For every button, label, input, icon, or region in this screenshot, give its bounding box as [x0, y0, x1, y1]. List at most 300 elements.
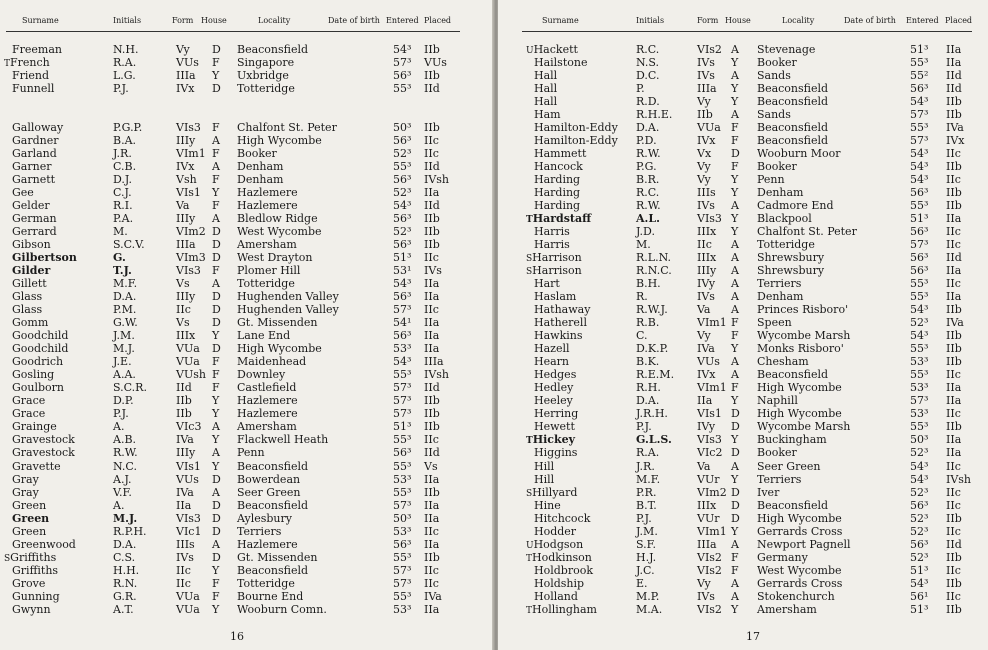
register-row: [0, 316, 494, 329]
initials-cell: B.H.: [636, 277, 661, 291]
surname-cell: Galloway: [12, 121, 64, 135]
locality-cell: Singapore: [237, 56, 295, 70]
house-cell: D: [212, 550, 221, 564]
initials-cell: M.J.: [113, 342, 135, 356]
placed-cell: IIb: [424, 550, 440, 564]
entered-cell: 54³: [910, 160, 929, 174]
surname-cell: Gilder: [12, 264, 51, 278]
prefix-mark: T: [526, 215, 533, 226]
locality-cell: Beaconsfield: [757, 121, 829, 135]
placed-cell: IIb: [946, 303, 962, 317]
placed-cell: IId: [424, 446, 440, 460]
placed-cell: IIa: [946, 56, 962, 70]
house-cell: D: [212, 225, 221, 239]
house-cell: A: [731, 69, 739, 83]
surname-cell: Grace: [12, 407, 46, 421]
header-placed: Placed: [424, 16, 452, 25]
initials-cell: R.W.: [113, 446, 138, 460]
surname-cell: Gwynn: [12, 602, 51, 616]
initials-cell: N.H.: [113, 43, 139, 56]
locality-cell: Iver: [757, 485, 780, 499]
register-row: [498, 577, 988, 590]
surname-cell: Gee: [12, 186, 34, 200]
register-row: [0, 251, 494, 264]
header-initials: Initials: [113, 16, 142, 25]
house-cell: F: [731, 381, 739, 395]
register-row: [0, 56, 494, 69]
surname-text: Griffiths: [10, 550, 57, 564]
placed-cell: IIb: [946, 511, 962, 525]
placed-cell: IIb: [424, 225, 440, 239]
register-row: [0, 603, 494, 616]
entered-cell: 56³: [910, 264, 929, 278]
initials-cell: A.: [113, 420, 125, 434]
placed-cell: Vs: [424, 459, 438, 473]
house-cell: Y: [731, 95, 739, 109]
form-cell: VUr: [697, 472, 720, 486]
entered-cell: 51³: [910, 563, 929, 577]
entered-cell: 57³: [393, 563, 412, 577]
surname-cell: Ham: [534, 108, 561, 122]
placed-cell: IId: [424, 160, 440, 174]
initials-cell: M.A.: [636, 602, 663, 616]
house-cell: A: [731, 290, 739, 304]
register-row: [498, 446, 988, 459]
form-cell: VUs: [176, 472, 199, 486]
initials-cell: A.: [113, 498, 125, 512]
locality-cell: Wycombe Marsh: [757, 329, 851, 343]
surname-cell: Hazell: [534, 342, 570, 356]
entered-cell: 50³: [393, 121, 412, 135]
locality-cell: Maidenhead: [237, 355, 307, 369]
entered-cell: 54³: [393, 355, 412, 369]
entered-cell: 52³: [910, 524, 929, 538]
form-cell: VIs2: [697, 550, 722, 564]
locality-cell: Hazlemere: [237, 199, 298, 213]
initials-cell: T.J.: [113, 264, 132, 278]
surname-cell: Gibson: [12, 238, 51, 252]
prefix-mark: U: [526, 540, 534, 551]
house-cell: D: [212, 524, 221, 538]
placed-cell: IIb: [424, 420, 440, 434]
initials-cell: P.J.: [636, 511, 652, 525]
prefix-mark: T: [526, 605, 533, 616]
locality-cell: Uxbridge: [237, 69, 289, 83]
house-cell: F: [212, 589, 220, 603]
surname-cell: Hathaway: [534, 303, 591, 317]
surname-text: Hickey: [532, 433, 575, 447]
surname-cell: Gravestock: [12, 446, 75, 460]
entered-cell: 56³: [393, 290, 412, 304]
locality-cell: Totteridge: [757, 238, 815, 252]
header-form: Form: [697, 16, 719, 25]
form-cell: VIc3: [176, 420, 202, 434]
entered-cell: 55³: [910, 342, 929, 356]
entered-cell: 54³: [910, 303, 929, 317]
placed-cell: IId: [946, 537, 962, 551]
surname-text: Hodgson: [533, 537, 584, 551]
locality-cell: Lane End: [237, 329, 291, 343]
entered-cell: 57³: [910, 134, 929, 148]
initials-cell: C.S.: [113, 550, 136, 564]
surname-cell: Goulborn: [12, 381, 65, 395]
form-cell: Vy: [697, 576, 711, 590]
entered-cell: 55³: [910, 420, 929, 434]
surname-cell: Hall: [534, 82, 558, 96]
initials-cell: D.P.: [113, 394, 134, 408]
prefix-mark: S: [526, 488, 533, 499]
placed-cell: IIa: [946, 394, 962, 408]
form-cell: Va: [697, 459, 711, 473]
surname-cell: Higgins: [534, 446, 578, 460]
placed-cell: IIIa: [424, 355, 444, 369]
entered-cell: 56³: [393, 173, 412, 187]
surname-cell: Hall: [534, 69, 558, 83]
header-entered: Entered: [906, 16, 939, 25]
initials-cell: R.C.: [636, 186, 660, 200]
initials-cell: P.J.: [113, 407, 129, 421]
form-cell: IIc: [697, 238, 712, 252]
placed-cell: IIb: [424, 238, 440, 252]
entered-cell: 56³: [910, 537, 929, 551]
surname-cell: Garner: [12, 160, 52, 174]
form-cell: IIIy: [176, 290, 196, 304]
entered-cell: 55³: [910, 56, 929, 70]
surname-text: Harrison: [532, 264, 582, 278]
placed-cell: IIc: [946, 368, 961, 382]
surname-cell: Harris: [534, 238, 570, 252]
locality-cell: Terriers: [757, 277, 802, 291]
locality-cell: High Wycombe: [757, 381, 842, 395]
form-cell: VIs3: [176, 264, 201, 278]
header-initials: Initials: [636, 16, 665, 25]
surname-cell: Gosling: [12, 368, 55, 382]
form-cell: IVs: [697, 69, 715, 83]
placed-cell: IIa: [424, 498, 440, 512]
surname-cell: Hamilton-Eddy: [534, 134, 618, 148]
house-cell: Y: [731, 472, 739, 486]
locality-cell: Wooburn Comn.: [237, 602, 327, 616]
right-page: [498, 0, 988, 650]
locality-cell: Beaconsfield: [757, 368, 829, 382]
house-cell: D: [731, 407, 740, 421]
surname-cell: Garnett: [12, 173, 56, 187]
register-row: [0, 264, 494, 277]
placed-cell: IIc: [946, 173, 961, 187]
initials-cell: A.J.: [113, 472, 132, 486]
entered-cell: 54³: [393, 277, 412, 291]
placed-cell: IIc: [946, 589, 961, 603]
house-cell: Y: [731, 56, 739, 70]
locality-cell: Shrewsbury: [757, 251, 825, 265]
house-cell: Y: [212, 186, 220, 200]
initials-cell: P.J.: [636, 420, 652, 434]
entered-cell: 53³: [910, 407, 929, 421]
register-row: [0, 69, 494, 82]
locality-cell: Plomer Hill: [237, 264, 301, 278]
initials-cell: R.W.: [636, 199, 661, 213]
placed-cell: IIb: [424, 485, 440, 499]
register-row: [498, 225, 988, 238]
entered-cell: 54³: [393, 199, 412, 213]
surname-cell: Hearn: [534, 355, 570, 369]
register-row: [0, 329, 494, 342]
locality-cell: Booker: [757, 160, 797, 174]
surname-text: Hillyard: [532, 485, 578, 499]
surname-cell: Hill: [534, 459, 555, 473]
register-row: [498, 56, 988, 69]
surname-cell: Holland: [534, 589, 578, 603]
prefix-mark: T: [526, 436, 533, 447]
register-row: [498, 43, 988, 56]
form-cell: VUa: [176, 602, 200, 616]
form-cell: IIc: [176, 563, 191, 577]
register-row: [0, 551, 494, 564]
house-cell: D: [212, 303, 221, 317]
initials-cell: H.H.: [113, 563, 140, 577]
locality-cell: Stokenchurch: [757, 589, 835, 603]
blank-row: [0, 108, 494, 121]
house-cell: F: [731, 160, 739, 174]
house-cell: Y: [212, 394, 220, 408]
surname-cell: Hine: [534, 498, 561, 512]
house-cell: F: [731, 316, 739, 330]
register-row: [498, 303, 988, 316]
initials-cell: J.E.: [113, 355, 132, 369]
initials-cell: R.H.: [636, 381, 661, 395]
initials-cell: J.R.H.: [636, 407, 668, 421]
form-cell: IVs: [697, 290, 715, 304]
register-row: [498, 251, 988, 264]
placed-cell: IIc: [946, 524, 961, 538]
locality-cell: Gt. Missenden: [237, 316, 318, 330]
initials-cell: R.W.: [636, 147, 661, 161]
register-row: [0, 433, 494, 446]
locality-cell: Amersham: [237, 420, 297, 434]
form-cell: Vy: [176, 43, 190, 56]
entered-cell: 57³: [393, 407, 412, 421]
register-row: [0, 577, 494, 590]
placed-cell: IVa: [946, 121, 964, 135]
locality-cell: Princes Risboro': [757, 303, 849, 317]
entered-cell: 52³: [910, 550, 929, 564]
locality-cell: Totteridge: [237, 277, 295, 291]
initials-cell: L.G.: [113, 69, 136, 83]
entered-cell: 52³: [910, 316, 929, 330]
header-surname: Surname: [22, 16, 59, 25]
locality-cell: Downley: [237, 368, 286, 382]
house-cell: A: [731, 264, 739, 278]
locality-cell: West Wycombe: [757, 563, 842, 577]
initials-cell: M.F.: [636, 472, 661, 486]
prefix-mark: T: [526, 553, 533, 564]
form-cell: VIm1: [697, 381, 727, 395]
surname-text: Hardstaff: [532, 212, 592, 226]
locality-cell: Sands: [757, 108, 791, 122]
form-cell: IIIx: [176, 329, 196, 343]
surname-cell: Hammett: [534, 147, 587, 161]
form-cell: IIIa: [176, 238, 196, 252]
entered-cell: 52³: [393, 147, 412, 161]
placed-cell: IIb: [946, 355, 962, 369]
form-cell: IIc: [176, 576, 191, 590]
initials-cell: B.K.: [636, 355, 660, 369]
form-cell: Va: [697, 303, 711, 317]
locality-cell: Beaconsfield: [237, 563, 309, 577]
house-cell: Y: [731, 433, 739, 447]
locality-cell: High Wycombe: [757, 511, 842, 525]
house-cell: Y: [731, 394, 739, 408]
initials-cell: A.B.: [113, 433, 137, 447]
surname-cell: Green: [12, 511, 50, 525]
surname-cell: Hedley: [534, 381, 574, 395]
form-cell: IIa: [697, 394, 713, 408]
form-cell: IIIy: [697, 264, 717, 278]
surname-cell: Goodrich: [12, 355, 64, 369]
locality-cell: Hazlemere: [237, 537, 298, 551]
placed-cell: IVa: [424, 589, 442, 603]
placed-cell: IIa: [946, 264, 962, 278]
entered-cell: 57³: [393, 381, 412, 395]
register-row: [498, 486, 988, 499]
house-cell: A: [731, 43, 739, 56]
initials-cell: N.C.: [113, 459, 137, 473]
surname-cell: Hewett: [534, 420, 575, 434]
surname-text: Harrison: [532, 251, 582, 265]
form-cell: VUr: [697, 511, 720, 525]
entered-cell: 54³: [910, 147, 929, 161]
register-row: [0, 43, 494, 56]
form-cell: Vs: [176, 277, 190, 291]
initials-cell: H.J.: [636, 550, 657, 564]
form-cell: IVs: [697, 56, 715, 70]
locality-cell: Hughenden Valley: [237, 290, 339, 304]
entered-cell: 57³: [393, 394, 412, 408]
surname-cell: Garland: [12, 147, 57, 161]
placed-cell: IId: [946, 82, 962, 96]
initials-cell: D.A.: [636, 121, 660, 135]
surname-cell: Hatherell: [534, 316, 587, 330]
house-cell: Y: [731, 524, 739, 538]
entered-cell: 53³: [393, 524, 412, 538]
placed-cell: IIa: [946, 212, 962, 226]
form-cell: IIIa: [697, 537, 717, 551]
placed-cell: IIa: [424, 602, 440, 616]
initials-cell: R.I.: [113, 199, 133, 213]
initials-cell: P.D.: [636, 134, 657, 148]
house-cell: D: [731, 485, 740, 499]
surname-cell: Gray: [12, 485, 39, 499]
form-cell: VIs2: [697, 563, 722, 577]
locality-cell: Hazlemere: [237, 407, 298, 421]
house-cell: Y: [731, 82, 739, 96]
register-row: [498, 264, 988, 277]
house-cell: D: [212, 290, 221, 304]
register-row: [498, 512, 988, 525]
placed-cell: IIc: [946, 485, 961, 499]
house-cell: Y: [212, 69, 220, 83]
placed-cell: IIc: [946, 563, 961, 577]
locality-cell: Denham: [757, 290, 804, 304]
form-cell: IIIs: [176, 537, 195, 551]
register-row: [0, 225, 494, 238]
locality-cell: High Wycombe: [237, 342, 322, 356]
register-row: [498, 186, 988, 199]
form-cell: IId: [176, 381, 192, 395]
form-cell: VIm2: [176, 225, 206, 239]
locality-cell: Terriers: [237, 524, 282, 538]
placed-cell: IVsh: [424, 173, 450, 187]
form-cell: Vy: [697, 329, 711, 343]
entered-cell: 56³: [910, 225, 929, 239]
initials-cell: G.R.: [113, 589, 137, 603]
initials-cell: V.F.: [113, 485, 132, 499]
register-row: [498, 590, 988, 603]
locality-cell: Chalfont St. Peter: [237, 121, 337, 135]
surname-cell: Gillett: [12, 277, 47, 291]
house-cell: A: [731, 459, 739, 473]
form-cell: IIIa: [176, 69, 196, 83]
entered-cell: 55³: [910, 121, 929, 135]
entered-cell: 55³: [393, 485, 412, 499]
placed-cell: IIa: [946, 381, 962, 395]
header-surname: Surname: [542, 16, 579, 25]
placed-cell: IIa: [946, 290, 962, 304]
column-headers: [0, 16, 494, 28]
placed-cell: IIa: [424, 472, 440, 486]
placed-cell: IIb: [424, 212, 440, 226]
entered-cell: 51³: [393, 420, 412, 434]
initials-cell: C.B.: [113, 160, 137, 174]
entered-cell: 57³: [910, 394, 929, 408]
house-cell: D: [212, 511, 221, 525]
locality-cell: Beaconsfield: [237, 498, 309, 512]
placed-cell: IVs: [424, 264, 442, 278]
register-row: [498, 420, 988, 433]
initials-cell: P.: [636, 82, 645, 96]
initials-cell: M.: [113, 225, 128, 239]
entered-cell: 56³: [393, 134, 412, 148]
initials-cell: B.T.: [636, 498, 657, 512]
form-cell: VIs3: [176, 121, 201, 135]
surname-cell: Heeley: [534, 394, 573, 408]
surname-cell: Glass: [12, 290, 43, 304]
entered-cell: 53³: [393, 602, 412, 616]
form-cell: VIm1: [697, 316, 727, 330]
locality-cell: Hazlemere: [237, 186, 298, 200]
form-cell: IIIx: [697, 225, 717, 239]
initials-cell: J.M.: [636, 524, 658, 538]
form-cell: IIa: [176, 498, 192, 512]
entered-cell: 53³: [910, 355, 929, 369]
placed-cell: IIa: [424, 277, 440, 291]
house-cell: Y: [731, 225, 739, 239]
locality-cell: Cadmore End: [757, 199, 834, 213]
entered-cell: 56³: [393, 446, 412, 460]
house-cell: D: [212, 498, 221, 512]
entered-cell: 57³: [393, 576, 412, 590]
locality-cell: Beaconsfield: [757, 82, 829, 96]
placed-cell: IIb: [946, 186, 962, 200]
register-row: [498, 551, 988, 564]
locality-cell: Beaconsfield: [237, 43, 309, 56]
register-row: [498, 277, 988, 290]
form-cell: Vy: [697, 173, 711, 187]
entered-cell: 54³: [910, 459, 929, 473]
surname-cell: Grainge: [12, 420, 57, 434]
placed-cell: IId: [424, 199, 440, 213]
initials-cell: R.D.: [636, 95, 660, 109]
